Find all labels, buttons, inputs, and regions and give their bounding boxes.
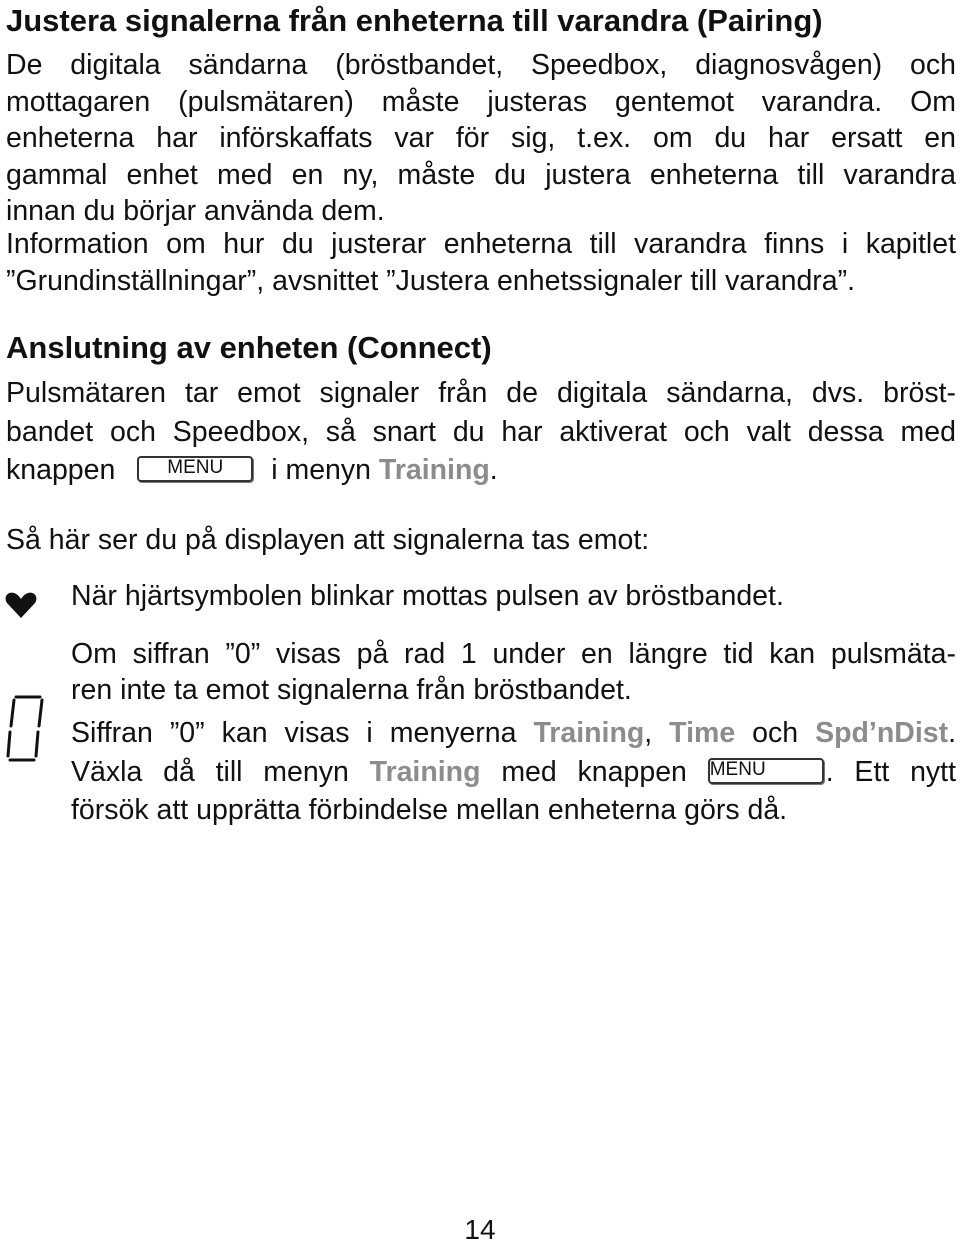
pairing-line: mottagaren (pulsmätaren) måste justeras gentemot varandra. Om xyxy=(6,85,956,118)
menu-key-graphic: MENU xyxy=(137,456,253,482)
connect-line xyxy=(6,451,956,490)
menus-text: Siffran ”0” kan visas i menyerna xyxy=(71,717,517,749)
pairing-line: gammal enhet med en ny, måste du justera enheterna till varandra xyxy=(6,158,956,191)
training-mode-label: Training xyxy=(369,755,481,788)
connect-line: bandet och Speedbox, så snart du har aktiverat och valt dessa med xyxy=(6,415,956,448)
pairing-paragraph xyxy=(6,47,956,230)
pairing-line: innan du börjar använda dem. xyxy=(6,195,385,228)
zero-line: Om siffran ”0” visas på rad 1 under en längre tid kan pulsmäta- xyxy=(71,638,956,670)
info-line: Information om hur du justerar enheterna till varandra finns i kapitlet xyxy=(6,228,956,260)
pairing-heading: Justera signalerna från enheterna till varandra (Pairing) xyxy=(6,3,823,38)
menus-group xyxy=(815,717,956,749)
zero-line: ren inte ta emot signalerna från bröstbandet. xyxy=(71,674,632,706)
connect-text: knappen xyxy=(6,454,116,486)
menus-text: , xyxy=(644,717,653,749)
menus-line: försök att upprätta förbindelse mellan enheterna görs då. xyxy=(71,794,788,826)
menu-key-graphic: MENU xyxy=(708,758,824,784)
pairing-info xyxy=(6,226,956,299)
menus-text: . xyxy=(948,717,956,749)
menus-text: Växla då till menyn xyxy=(71,755,349,788)
menus-group xyxy=(708,756,956,788)
connect-heading: Anslutning av enheten (Connect) xyxy=(6,330,492,365)
menus-text: . Ett nytt xyxy=(825,755,957,788)
menus-line xyxy=(71,714,956,753)
zero-paragraph xyxy=(71,636,956,708)
pairing-line: enheterna har införskaffats var för sig, t.ex. om du har ersatt en xyxy=(6,122,956,155)
menus-line xyxy=(71,753,956,792)
time-mode-label: Time xyxy=(669,717,736,749)
info-line: ”Grundinställningar”, avsnittet ”Justera enhetssignaler till varandra”. xyxy=(6,264,856,297)
menus-text: och xyxy=(752,717,799,749)
training-mode-label: Training xyxy=(378,454,490,486)
connect-text: i menyn xyxy=(271,454,371,486)
menus-group xyxy=(533,717,652,749)
connect-paragraph xyxy=(6,374,956,490)
lcd-zero-icon xyxy=(6,694,44,764)
spdndist-mode-label: Spd’nDist xyxy=(815,717,949,749)
pairing-line: De digitala sändarna (bröstbandet, Speedbox, diagnosvågen) och xyxy=(6,49,956,81)
heart-description: När hjärtsymbolen blinkar mottas pulsen av bröstbandet. xyxy=(71,580,784,612)
page-number: 14 xyxy=(464,1214,496,1245)
display-intro: Så här ser du på displayen att signalerna tas emot: xyxy=(6,524,650,556)
menus-paragraph xyxy=(71,714,956,830)
connect-text: . xyxy=(489,454,498,486)
menus-text: med knappen xyxy=(501,755,687,788)
connect-line: Pulsmätaren tar emot signaler från de digitala sändarna, dvs. bröst- xyxy=(6,377,956,409)
training-mode-label: Training xyxy=(533,717,645,749)
heart-icon xyxy=(5,591,37,619)
